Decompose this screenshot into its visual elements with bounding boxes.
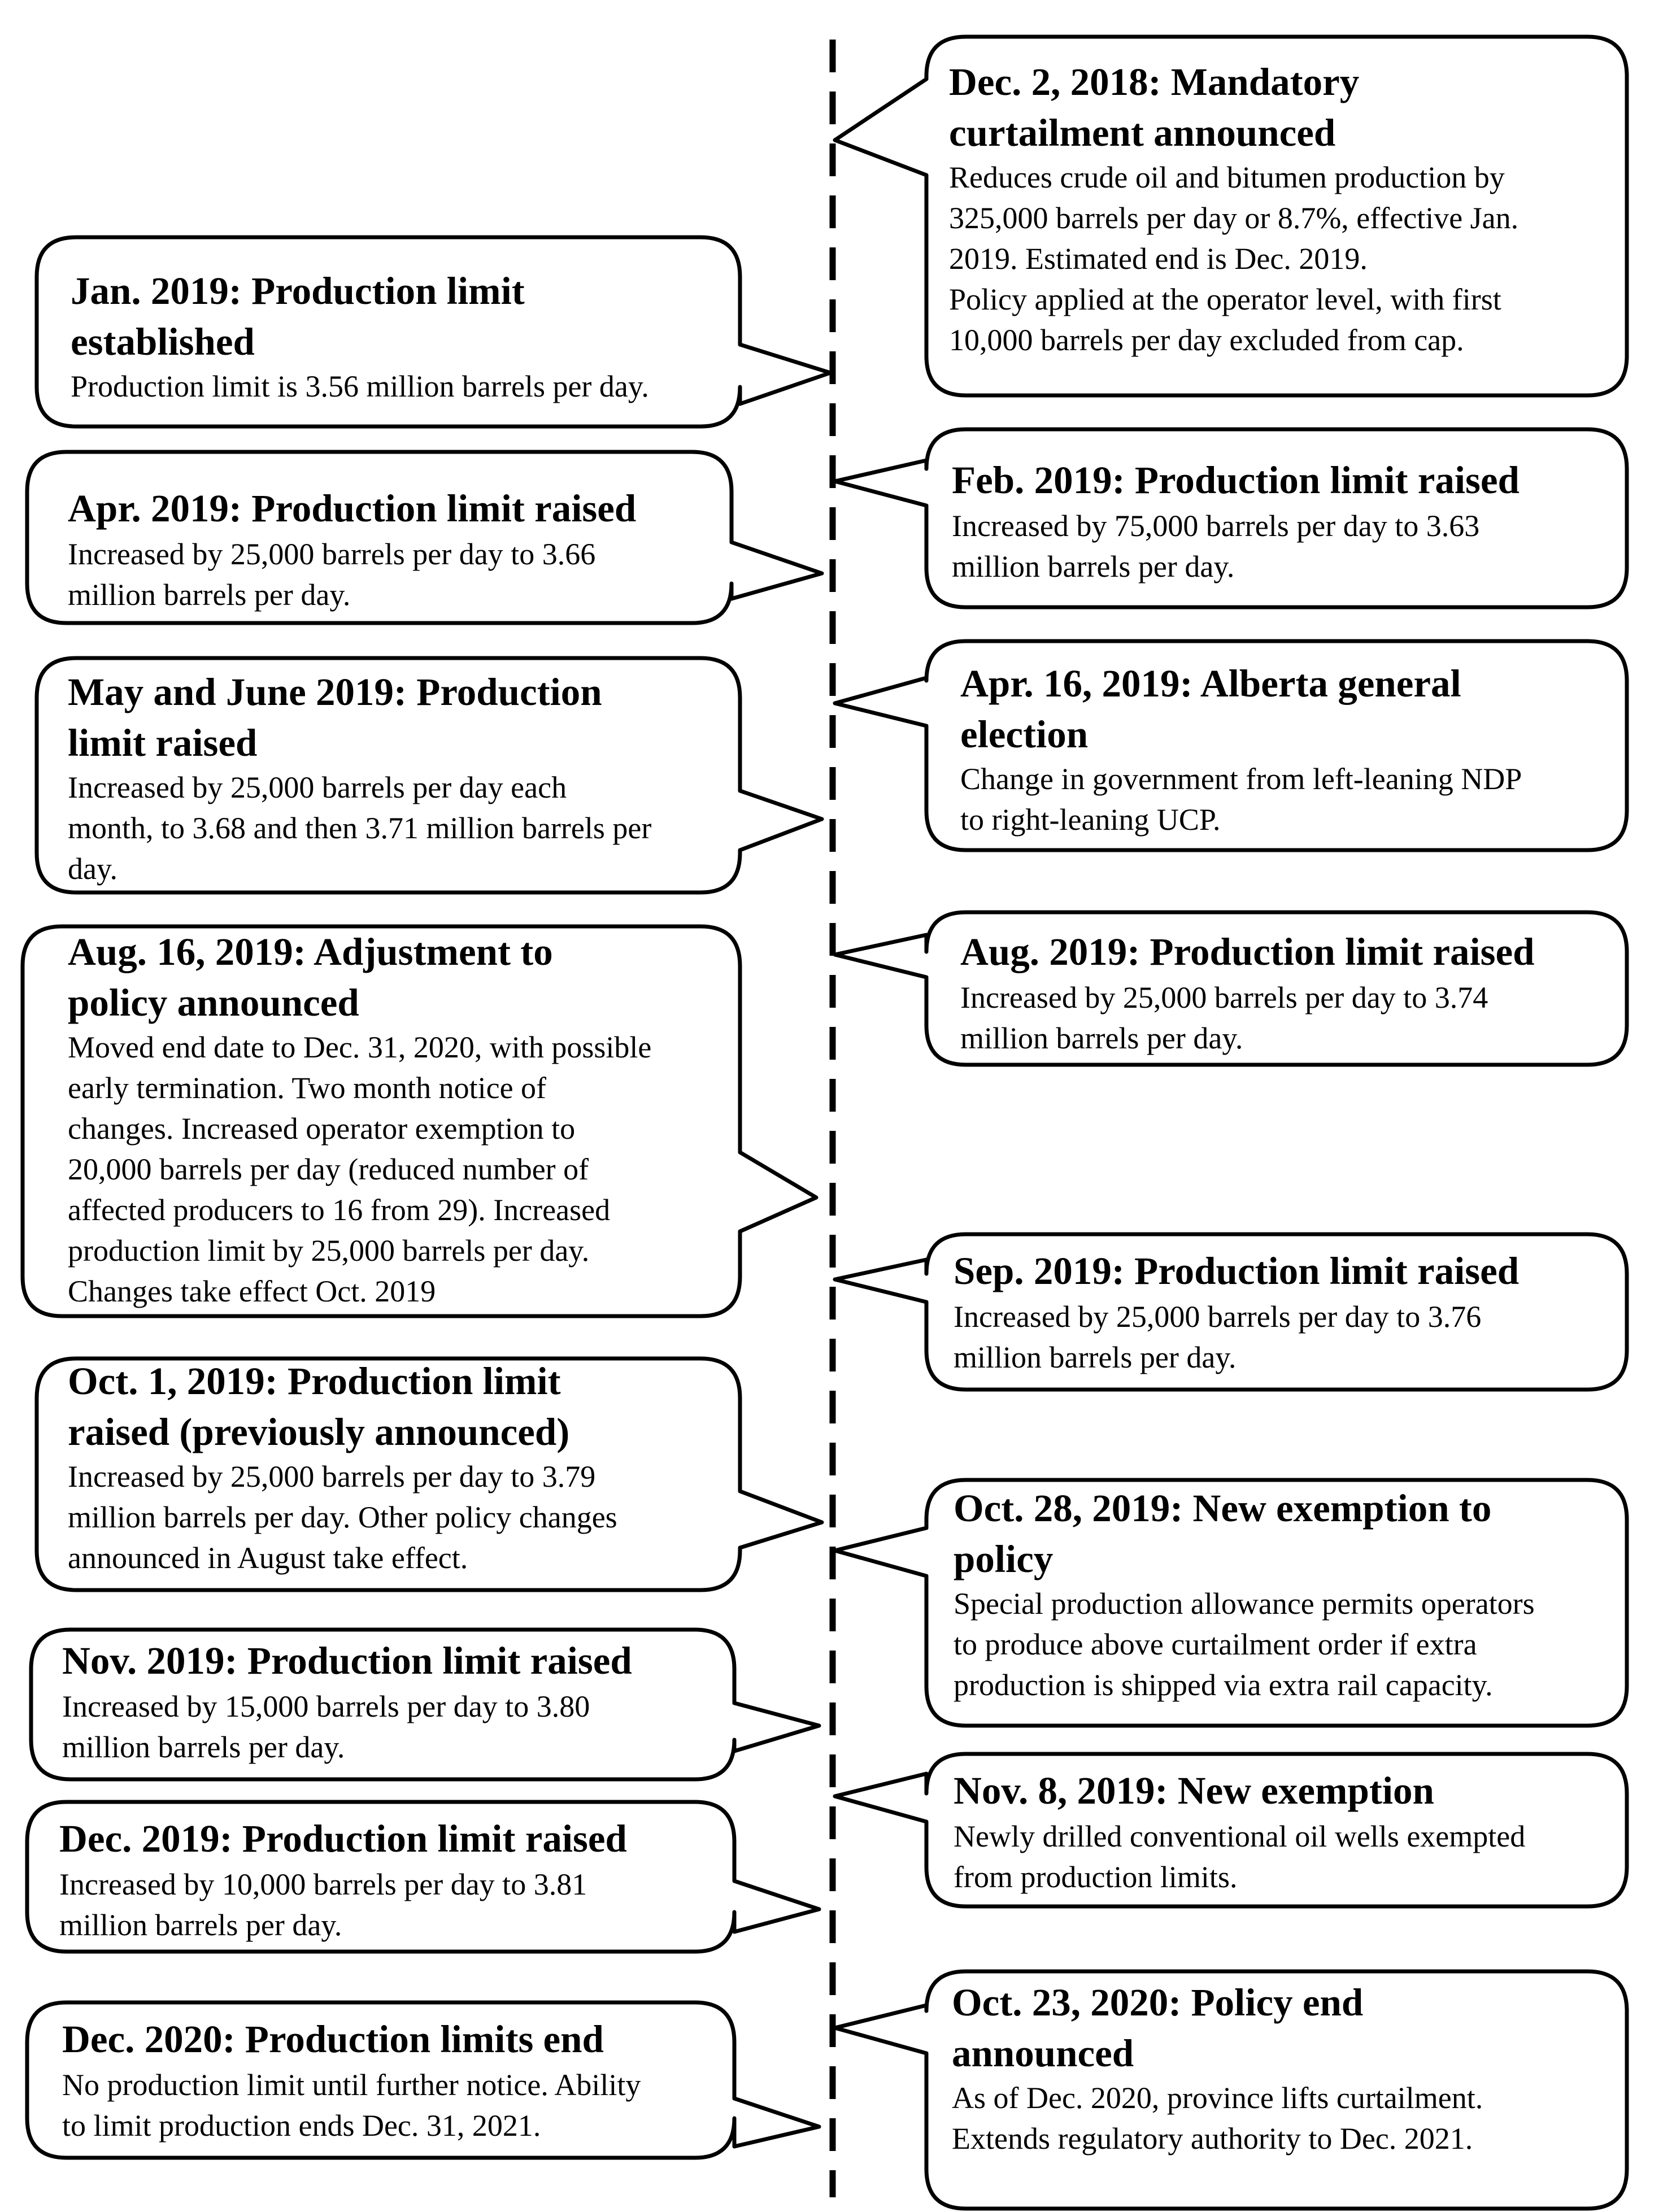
event-description-line: Production limit is 3.56 million barrels per day. — [71, 369, 649, 403]
event-description-nov-2019 — [62, 1686, 590, 1767]
event-description-line: Increased by 25,000 barrels per day to 3.66 — [68, 537, 596, 571]
event-description-line: to produce above curtailment order if extra — [954, 1627, 1477, 1661]
event-description-oct-23-2020 — [952, 2078, 1483, 2159]
event-title-feb-2019 — [952, 455, 1520, 506]
event-description-line: million barrels per day. — [954, 1340, 1237, 1374]
event-title-line: Nov. 2019: Production limit raised — [62, 1639, 632, 1682]
event-description-nov-8-2019 — [954, 1816, 1525, 1897]
event-title-line: policy — [954, 1538, 1053, 1580]
event-description-line: from production limits. — [954, 1860, 1238, 1894]
event-description-dec-2019 — [59, 1864, 587, 1945]
event-description-line: Increased by 15,000 barrels per day to 3.80 — [62, 1690, 590, 1723]
event-title-line: Nov. 8, 2019: New exemption — [954, 1769, 1434, 1812]
event-description-line: Moved end date to Dec. 31, 2020, with possible — [68, 1030, 652, 1064]
event-description-line: Reduces crude oil and bitumen production by — [949, 160, 1505, 194]
event-description-line: 325,000 barrels per day or 8.7%, effective Jan. — [949, 201, 1519, 235]
event-description-line: Increased by 25,000 barrels per day each — [68, 770, 567, 804]
event-title-line: Apr. 16, 2019: Alberta general — [960, 662, 1461, 705]
event-description-feb-2019 — [952, 506, 1479, 587]
event-description-line: No production limit until further notice. Ability — [62, 2068, 641, 2102]
event-title-dec-2020 — [62, 2014, 604, 2065]
event-description-line: Changes take effect Oct. 2019 — [68, 1274, 436, 1308]
event-description-line: changes. Increased operator exemption to — [68, 1112, 576, 1146]
event-description-line: 2019. Estimated end is Dec. 2019. — [949, 242, 1368, 276]
event-title-sep-2019 — [954, 1246, 1519, 1296]
event-description-line: month, to 3.68 and then 3.71 million barrels per — [68, 811, 652, 845]
event-description-line: to limit production ends Dec. 31, 2021. — [62, 2109, 541, 2143]
event-description-apr-16-2019 — [960, 759, 1522, 840]
event-title-line: Sep. 2019: Production limit raised — [954, 1249, 1520, 1292]
event-description-line: As of Dec. 2020, province lifts curtailment. — [952, 2081, 1483, 2115]
event-title-line: Dec. 2, 2018: Mandatory — [949, 60, 1360, 103]
event-description-line: announced in August take effect. — [68, 1541, 468, 1575]
event-description-line: to right-leaning UCP. — [960, 803, 1221, 837]
event-description-jan-2019 — [71, 366, 649, 407]
event-title-line: election — [960, 713, 1089, 756]
event-description-line: million barrels per day. — [68, 578, 351, 612]
event-title-aug-16-2019 — [68, 926, 553, 1028]
event-description-line: Increased by 75,000 barrels per day to 3.63 — [952, 509, 1480, 543]
event-description-line: Increased by 25,000 barrels per day to 3.76 — [954, 1300, 1482, 1334]
event-title-line: May and June 2019: Production — [68, 670, 602, 713]
event-title-nov-2019 — [62, 1635, 632, 1686]
event-description-sep-2019 — [954, 1296, 1481, 1378]
event-description-line: million barrels per day. Other policy changes — [68, 1500, 617, 1534]
event-title-line: Jan. 2019: Production limit — [71, 269, 525, 312]
event-description-line: early termination. Two month notice of — [68, 1071, 547, 1105]
event-description-line: affected producers to 16 from 29). Increased — [68, 1193, 611, 1227]
event-description-line: 10,000 barrels per day excluded from cap. — [949, 323, 1464, 357]
event-title-line: Aug. 2019: Production limit raised — [960, 930, 1535, 973]
event-title-line: Apr. 2019: Production limit raised — [68, 487, 637, 530]
event-title-line: announced — [952, 2032, 1134, 2075]
event-description-dec-2018 — [949, 157, 1518, 360]
event-title-apr-16-2019 — [960, 658, 1461, 760]
event-title-line: curtailment announced — [949, 111, 1336, 154]
event-title-line: Aug. 16, 2019: Adjustment to — [68, 930, 553, 973]
event-description-line: Special production allowance permits operators — [954, 1587, 1535, 1621]
event-title-line: Dec. 2019: Production limit raised — [59, 1817, 627, 1860]
event-description-oct-1-2019 — [68, 1456, 617, 1578]
event-title-nov-8-2019 — [954, 1765, 1434, 1816]
event-description-aug-16-2019 — [68, 1027, 651, 1312]
event-title-aug-2019 — [960, 926, 1534, 977]
event-description-line: Increased by 10,000 barrels per day to 3.81 — [59, 1867, 587, 1901]
event-title-line: limit raised — [68, 721, 258, 764]
event-title-may-june-2019 — [68, 667, 602, 768]
event-title-line: established — [71, 320, 255, 363]
event-title-line: raised (previously announced) — [68, 1410, 570, 1453]
event-description-oct-28-2019 — [954, 1583, 1535, 1705]
event-description-line: Change in government from left-leaning NDP — [960, 762, 1522, 796]
event-description-apr-2019 — [68, 534, 595, 615]
event-title-line: Dec. 2020: Production limits end — [62, 2018, 604, 2061]
event-title-apr-2019 — [68, 483, 636, 534]
event-title-oct-1-2019 — [68, 1356, 569, 1457]
event-description-line: Increased by 25,000 barrels per day to 3.79 — [68, 1460, 596, 1493]
event-description-line: million barrels per day. — [952, 550, 1235, 584]
event-description-line: production limit by 25,000 barrels per day. — [68, 1234, 590, 1268]
event-description-line: Increased by 25,000 barrels per day to 3.74 — [960, 981, 1488, 1014]
event-description-line: production is shipped via extra rail capacity. — [954, 1668, 1493, 1702]
event-title-line: policy announced — [68, 981, 359, 1024]
event-description-line: million barrels per day. — [960, 1021, 1243, 1055]
event-title-line: Feb. 2019: Production limit raised — [952, 459, 1520, 502]
event-title-jan-2019 — [71, 265, 525, 367]
event-description-line: Newly drilled conventional oil wells exempted — [954, 1819, 1526, 1853]
event-description-line: day. — [68, 852, 117, 886]
event-description-aug-2019 — [960, 977, 1488, 1059]
event-title-oct-28-2019 — [954, 1483, 1491, 1584]
event-description-line: Policy applied at the operator level, with first — [949, 282, 1501, 316]
event-title-oct-23-2020 — [952, 1977, 1363, 2079]
event-description-line: million barrels per day. — [59, 1908, 342, 1942]
event-description-dec-2020 — [62, 2065, 641, 2146]
event-title-line: Oct. 23, 2020: Policy end — [952, 1981, 1364, 2024]
event-title-line: Oct. 1, 2019: Production limit — [68, 1360, 561, 1403]
event-description-line: Extends regulatory authority to Dec. 2021. — [952, 2122, 1473, 2156]
event-description-line: million barrels per day. — [62, 1730, 345, 1764]
event-title-line: Oct. 28, 2019: New exemption to — [954, 1487, 1492, 1530]
event-title-dec-2019 — [59, 1813, 627, 1864]
event-description-may-june-2019 — [68, 767, 651, 889]
event-title-dec-2018 — [949, 56, 1359, 158]
event-description-line: 20,000 barrels per day (reduced number of — [68, 1152, 589, 1186]
